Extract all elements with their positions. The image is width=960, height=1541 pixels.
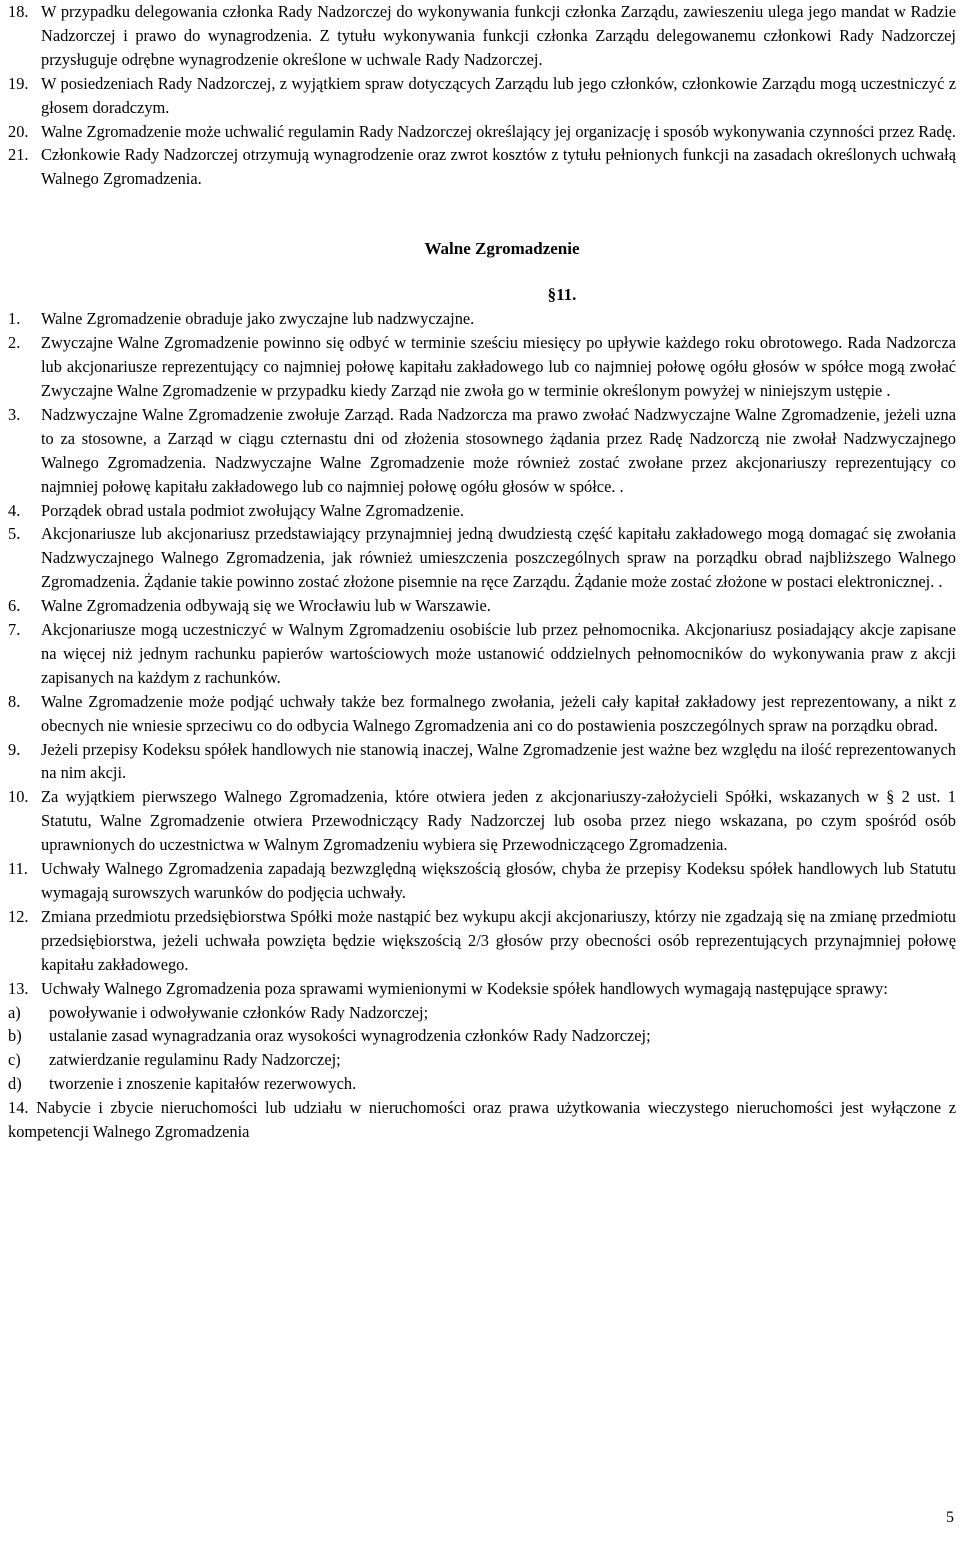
item-number: 2. <box>8 333 21 353</box>
paragraph-text: W posiedzeniach Rady Nadzorczej, z wyjątkiem spraw dotyczących Zarządu lub jego członków, członkowie Zarządu mogą uczestniczyć z głosem doradczym. <box>41 73 956 117</box>
item-text: Zwyczajne Walne Zgromadzenie powinno się odbyć w terminie sześciu miesięcy po upływie każdego roku obrotowego. Rada Nadzorcza lub akcjonariusze reprezentujący co najmniej połowę kapitału zakładowego lub co najmniej połowę ogółu głosów w spółce mogą zwołać Zwyczajne Walne Zgromadzenie w przypadku kiedy Zarząd nie zwoła go w terminie określonym powyżej w niniejszym ustępie . <box>41 333 956 400</box>
item-number: 13. <box>8 978 29 998</box>
item-14 <box>8 1096 956 1144</box>
item-text: Uchwały Walnego Zgromadzenia poza sprawami wymienionymi w Kodeksie spółek handlowych wymagają następujące sprawy: <box>41 978 888 998</box>
subitem-d <box>8 1072 956 1096</box>
subitem-c <box>8 1048 956 1072</box>
paragraph-text: W przypadku delegowania członka Rady Nadzorczej do wykonywania funkcji członka Zarządu, zawieszeniu ulega jego mandat w Radzie Nadzorczej i prawo do wynagrodzenia. Z tytułu wykonywania funkcji członka Zarządu delegowanemu członkowi Rady Nadzorczej przysługuje odrębne wynagrodzenie określone w uchwale Rady Nadzorczej. <box>41 2 956 69</box>
item-10 <box>8 785 956 857</box>
item-number: 9. <box>8 739 21 759</box>
subitem-text: tworzenie i znoszenie kapitałów rezerwowych. <box>49 1074 357 1094</box>
section-sign: § <box>547 285 557 305</box>
item-9 <box>8 738 956 786</box>
item-6 <box>8 594 956 618</box>
item-8 <box>8 690 956 738</box>
subitem-text: ustalanie zasad wynagradzania oraz wysokości wynagrodzenia członków Rady Nadzorczej; <box>49 1026 651 1046</box>
item-12 <box>8 905 956 977</box>
subitem-text: powoływanie i odwoływanie członków Rady Nadzorczej; <box>49 1002 429 1022</box>
item-11 <box>8 857 956 905</box>
paragraph-20 <box>8 120 956 144</box>
item-1 <box>8 307 956 331</box>
item-text: Akcjonariusze mogą uczestniczyć w Walnym Zgromadzeniu osobiście lub przez pełnomocnika. Akcjonariusz posiadający akcje zapisane na więcej niż jednym rachunku papierów wartościowych może ustanowić oddzielnych pełnomocników do wykonywania praw z akcji zapisanych na każdym z rachunków. <box>41 620 956 687</box>
subitem-letter: b) <box>8 1026 22 1046</box>
subitem-letter: d) <box>8 1074 22 1094</box>
item-number: 3. <box>8 404 21 424</box>
paragraph-text: Walne Zgromadzenie może uchwalić regulamin Rady Nadzorczej określający jej organizację i sposób wykonywania czynności przez Radę. <box>41 121 956 141</box>
item-text: Nadzwyczajne Walne Zgromadzenie zwołuje Zarząd. Rada Nadzorcza ma prawo zwołać Nadzwyczajne Walne Zgromadzenie, jeżeli uzna to za stosowne, a Zarząd w ciągu czternastu dni od złożenia stosownego żądania przez Radę Nadzorczą nie zwołał Nadzwyczajnego Walnego Zgromadzenia. Nadzwyczajne Walne Zgromadzenie może również zostać zwołane przez akcjonariuszy reprezentujący co najmniej połowę kapitału zakładowego lub co najmniej połowę ogółu głosów w spółce. . <box>41 404 956 496</box>
paragraph-number: 20. <box>8 121 29 141</box>
item-number: 6. <box>8 596 21 616</box>
document-page <box>8 0 956 1144</box>
item-text: Akcjonariusze lub akcjonariusz przedstawiający przynajmniej jedną dwudziestą część kapitału zakładowego mogą domagać się zwołania Nadzwyczajnego Walnego Zgromadzenia, jak również umieszczenia poszczególnych spraw na porządku obrad najbliższego Walnego Zgromadzenia. Żądanie takie powinno zostać złożone pisemnie na ręce Zarządu. Żądanie może zostać złożone w postaci elektronicznej. . <box>41 524 956 592</box>
item-7 <box>8 618 956 690</box>
item-number: 10. <box>8 787 29 807</box>
subitem-text: zatwierdzanie regulaminu Rady Nadzorczej; <box>49 1050 341 1070</box>
paragraph-number: 21. <box>8 145 29 165</box>
paragraph-18 <box>8 0 956 72</box>
item-2 <box>8 331 956 403</box>
section-number-value: 11. <box>556 285 577 305</box>
item-number: 14. <box>8 1098 29 1118</box>
subitem-a <box>8 1001 956 1025</box>
item-text: Walne Zgromadzenie obraduje jako zwyczajne lub nadzwyczajne. <box>41 309 475 329</box>
item-text: Nabycie i zbycie nieruchomości lub udziału w nieruchomości oraz prawa użytkowania wieczystego nieruchomości jest wyłączone z kompetencji Walnego Zgromadzenia <box>8 1098 956 1142</box>
item-number: 5. <box>8 524 21 544</box>
item-13 <box>8 977 956 1001</box>
item-3 <box>8 403 956 499</box>
item-text: Uchwały Walnego Zgromadzenia zapadają bezwzględną większością głosów, chyba że przepisy Kodeksu spółek handlowych lub Statutu wymagają surowszych warunków do podjęcia uchwały. <box>41 859 956 902</box>
subitem-letter: a) <box>8 1002 21 1022</box>
item-text: Jeżeli przepisy Kodeksu spółek handlowych nie stanowią inaczej, Walne Zgromadzenie jest ważne bez względu na ilość reprezentowanych na nim akcji. <box>41 739 956 783</box>
item-text: Zmiana przedmiotu przedsiębiorstwa Spółki może nastąpić bez wykupu akcji akcjonariuszy, którzy nie zgadzają się na zmianę przedmiotu przedsiębiorstwa, jeżeli uchwała powzięta będzie większością 2/3 głosów przy obecności osób reprezentujących przynajmniej połowę kapitału zakładowego. <box>41 906 956 974</box>
item-number: 7. <box>8 620 21 640</box>
item-text: Porządek obrad ustala podmiot zwołujący Walne Zgromadzenie. <box>41 500 465 520</box>
paragraph-21 <box>8 143 956 191</box>
paragraph-number: 19. <box>8 73 29 93</box>
paragraph-19 <box>8 72 956 120</box>
subitem-letter: c) <box>8 1050 21 1070</box>
item-number: 11. <box>8 859 28 879</box>
item-4 <box>8 499 956 523</box>
item-number: 1. <box>8 309 21 329</box>
page-number: 5 <box>946 1509 954 1526</box>
subitem-b <box>8 1024 956 1048</box>
section-number <box>168 283 956 307</box>
paragraph-text: Członkowie Rady Nadzorczej otrzymują wynagrodzenie oraz zwrot kosztów z tytułu pełnionych funkcji na zasadach określonych uchwałą Walnego Zgromadzenia. <box>41 145 956 189</box>
item-number: 4. <box>8 500 21 520</box>
item-number: 12. <box>8 906 29 926</box>
item-number: 8. <box>8 691 21 711</box>
item-text: Walne Zgromadzenie może podjąć uchwały także bez formalnego zwołania, jeżeli cały kapitał zakładowy jest reprezentowany, a nikt z obecnych nie wniesie sprzeciwu co do odbycia Walnego Zgromadzenia ani co do postawienia poszczególnych spraw na porządku obrad. <box>41 691 956 735</box>
section-title: Walne Zgromadzenie <box>424 239 580 259</box>
item-text: Walne Zgromadzenia odbywają się we Wrocławiu lub w Warszawie. <box>41 596 491 616</box>
item-text: Za wyjątkiem pierwszego Walnego Zgromadzenia, które otwiera jeden z akcjonariuszy-założycieli Spółki, wskazanych w § 2 ust. 1 Statutu, Walne Zgromadzenie otwiera Przewodniczący Rady Nadzorczej lub osoba przez niego wskazana, po czym spośród osób uprawnionych do uczestnictwa w Walnym Zgromadzeniu wybiera się Przewodniczącego Zgromadzenia. <box>41 787 956 855</box>
item-5 <box>8 522 956 594</box>
paragraph-number: 18. <box>8 2 29 21</box>
